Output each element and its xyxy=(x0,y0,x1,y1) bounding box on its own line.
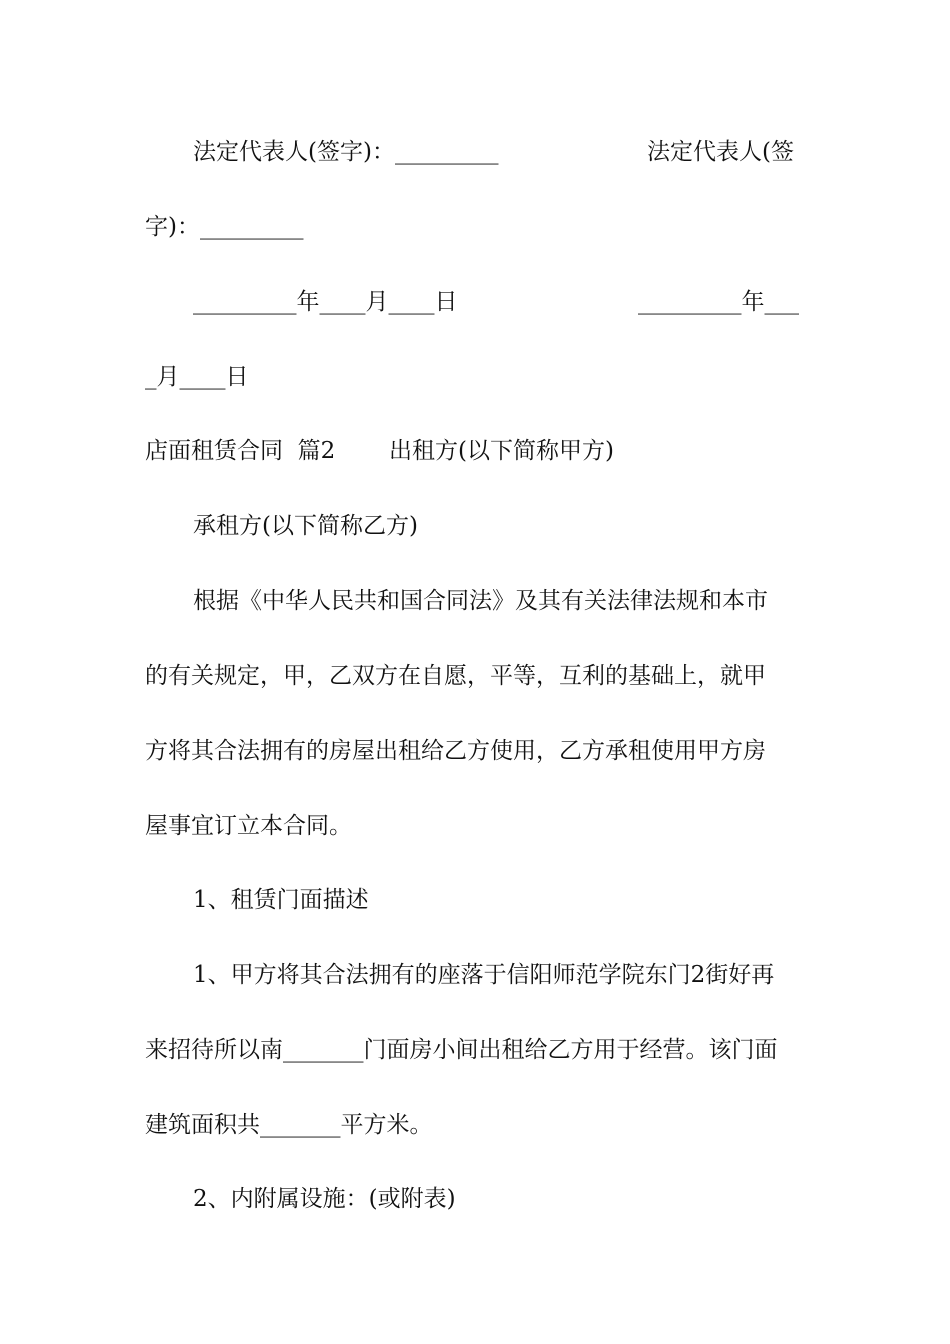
signature-line-representative xyxy=(0,132,950,172)
party-b-representative-signature: 法定代表人(签 xyxy=(647,139,794,165)
preamble-text: 的有关规定，甲，乙双方在自愿，平等，互利的基础上，就甲 xyxy=(145,663,766,689)
section-heading: 1、租赁门面描述 xyxy=(193,887,369,913)
section-heading-line xyxy=(0,880,950,920)
clause-line xyxy=(0,955,950,995)
date-line-continuation xyxy=(0,357,950,397)
clause-line xyxy=(0,1179,950,1219)
signature-line-continuation xyxy=(0,207,950,247)
preamble-text: 根据《中华人民共和国合同法》及其有关法律法规和本市 xyxy=(193,588,768,614)
party-b-signature-continuation: 字)：_________ xyxy=(145,214,304,240)
contract-heading-line xyxy=(0,431,950,471)
party-b-date-continuation: _月____日 xyxy=(145,364,249,390)
paragraph-line xyxy=(0,731,950,771)
clause-line xyxy=(0,1030,950,1070)
paragraph-line xyxy=(0,581,950,621)
party-a-date: _________年____月____日 xyxy=(193,289,458,315)
clause-text: 1、甲方将其合法拥有的座落于信阳师范学院东门2街好再 xyxy=(193,962,775,988)
clause-line xyxy=(0,1105,950,1145)
lessor-label: 出租方(以下简称甲方) xyxy=(389,438,614,464)
party-b-date: _________年___ xyxy=(638,289,799,315)
lessee-label: 承租方(以下简称乙方) xyxy=(193,513,418,539)
lessee-line xyxy=(0,506,950,546)
preamble-text: 屋事宜订立本合同。 xyxy=(145,813,352,839)
date-line xyxy=(0,282,950,322)
paragraph-line xyxy=(0,656,950,696)
preamble-text: 方将其合法拥有的房屋出租给乙方使用，乙方承租使用甲方房 xyxy=(145,738,766,764)
clause-text: 建筑面积共_______平方米。 xyxy=(145,1112,433,1138)
party-a-representative-signature: 法定代表人(签字)：_________ xyxy=(193,139,499,165)
clause-text: 来招待所以南_______门面房小间出租给乙方用于经营。该门面 xyxy=(145,1037,778,1063)
paragraph-line xyxy=(0,806,950,846)
contract-title: 店面租赁合同 篇2 xyxy=(145,438,336,464)
clause-text: 2、内附属设施：(或附表) xyxy=(193,1186,456,1212)
